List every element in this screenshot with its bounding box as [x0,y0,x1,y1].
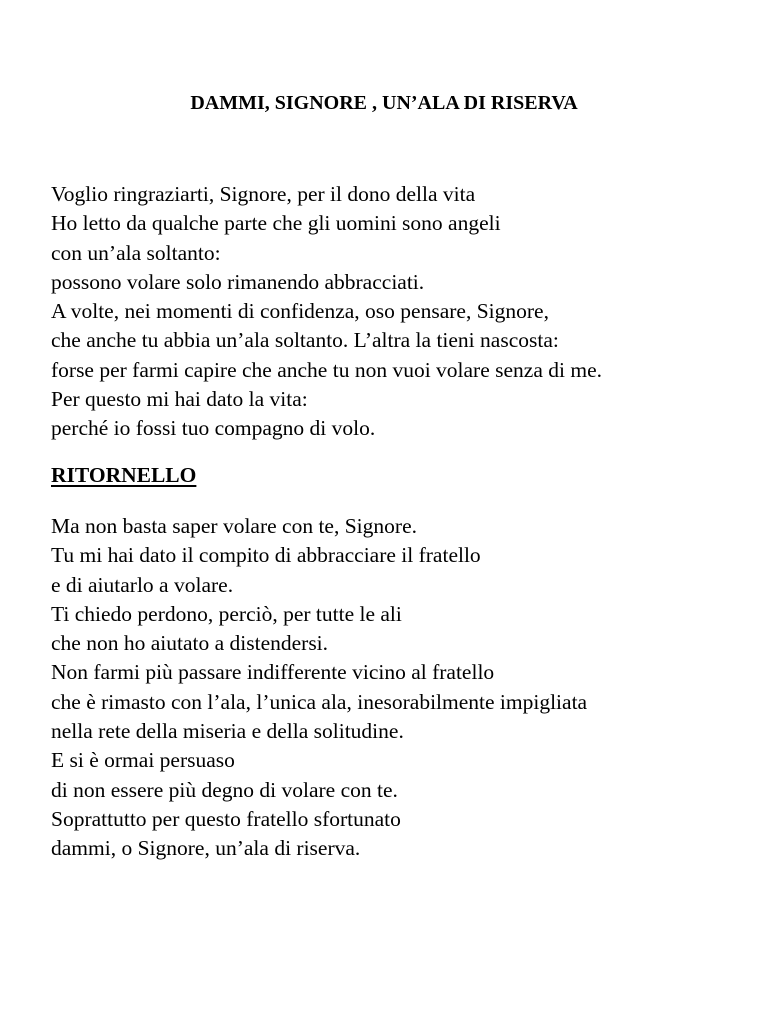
stanza-2-line: Ti chiedo perdono, perciò, per tutte le ali [51,601,402,626]
stanza-2-line: Soprattutto per questo fratello sfortunato [51,806,401,831]
stanza-2-line: che non ho aiutato a distendersi. [51,631,329,656]
stanza-2-line: Ma non basta saper volare con te, Signore. [51,514,417,538]
stanza-1-line: che anche tu abbia un’ala soltanto. L’altra la tieni nascosta: [51,328,559,353]
stanza-2-line: Tu mi hai dato il compito di abbracciare il fratello [51,543,481,568]
stanza-1-line: A volte, nei momenti di confidenza, oso pensare, Signore, [51,299,549,324]
stanza-2-line: che è rimasto con l’ala, l’unica ala, inesorabilmente impigliata [51,689,588,714]
stanza-2-line: dammi, o Signore, un’ala di riserva. [51,836,361,861]
stanza-1-line: Per questo mi hai dato la vita: [51,387,308,412]
stanza-1-line: Ho letto da qualche parte che gli uomini sono angeli [51,211,501,236]
stanza-2-line: nella rete della miseria e della solitudine. [51,719,404,744]
stanza-2-line: Non farmi più passare indifferente vicino al fratello [51,660,495,685]
poem-title: DAMMI, SIGNORE , UN’ALA DI RISERVA [190,92,578,114]
stanza-2 [51,512,751,864]
stanza-1-line: possono volare solo rimanendo abbracciati. [51,269,425,294]
stanza-1 [51,180,751,444]
stanza-1-line: perché io fossi tuo compagno di volo. [51,416,376,441]
stanza-2-line: e di aiutarlo a volare. [51,572,234,597]
stanza-2-line: di non essere più degno di volare con te. [51,777,398,802]
stanza-1-line: con un’ala soltanto: [51,240,221,265]
stanza-1-line: Voglio ringraziarti, Signore, per il dono della vita [51,182,476,206]
stanza-1-line: forse per farmi capire che anche tu non vuoi volare senza di me. [51,357,602,382]
refrain-heading: RITORNELLO [51,463,197,487]
stanza-2-line: E si è ormai persuaso [51,748,235,773]
